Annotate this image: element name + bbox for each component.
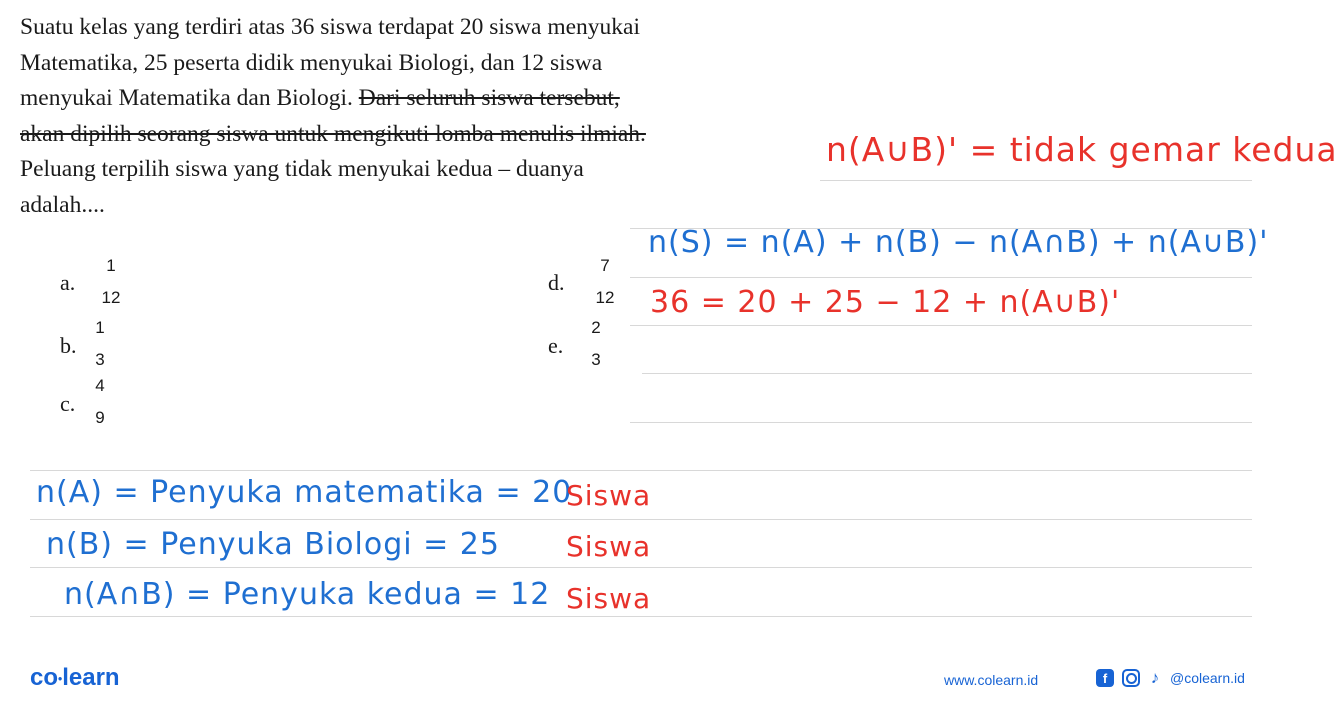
numerator: 1 — [106, 256, 116, 275]
handwritten-formula: n(S) = n(A) + n(B) − n(A∩B) + n(A∪B)' — [648, 225, 1269, 260]
option-e-fraction — [588, 318, 604, 370]
numerator: 2 — [591, 318, 601, 337]
option-label: e. — [548, 333, 564, 358]
option-label: a. — [60, 270, 76, 295]
tiktok-icon[interactable]: ♪ — [1150, 668, 1160, 687]
question-text — [20, 10, 810, 223]
logo-text-co: co — [30, 664, 59, 691]
ruled-line — [30, 470, 1252, 471]
handwritten-substitution: 36 = 20 + 25 − 12 + n(A∪B)' — [650, 285, 1121, 320]
question-line-plain: menyukai Matematika dan Biologi. — [20, 85, 359, 111]
ruled-line — [30, 616, 1252, 617]
option-label: c. — [60, 391, 76, 416]
denominator: 12 — [101, 288, 121, 307]
social-handle[interactable]: @colearn.id — [1170, 670, 1245, 686]
struck-text: akan dipilih seorang siswa untuk mengikuti lomba menulis ilmiah. — [20, 120, 646, 147]
handwritten-nB: n(B) = Penyuka Biologi = 25 — [46, 527, 500, 562]
numerator: 1 — [95, 318, 105, 337]
option-c-fraction — [92, 376, 108, 428]
website-link[interactable]: www.colearn.id — [944, 672, 1039, 688]
numerator: 7 — [600, 256, 610, 275]
ruled-line — [642, 373, 1252, 374]
ruled-line — [630, 325, 1252, 326]
ruled-line — [30, 519, 1252, 520]
question-line: Peluang terpilih siswa yang tidak menyukai kedua – duanya — [20, 156, 584, 182]
instagram-icon[interactable] — [1122, 669, 1140, 687]
numerator: 4 — [95, 376, 105, 395]
handwritten-nAB-unit: Siswa — [566, 582, 652, 615]
handwritten-nAB: n(A∩B) = Penyuka kedua = 12 — [64, 577, 551, 612]
option-b-fraction — [92, 318, 108, 370]
ruled-line — [630, 422, 1252, 423]
option-d-fraction — [590, 256, 620, 308]
colearn-logo — [30, 664, 120, 692]
handwritten-nB-unit: Siswa — [566, 530, 652, 563]
logo-dot: • — [58, 671, 63, 686]
handwritten-nA-unit: Siswa — [566, 479, 652, 512]
question-line — [20, 81, 810, 117]
struck-text: Dari seluruh siswa tersebut, — [358, 85, 620, 111]
ruled-line — [630, 277, 1252, 278]
denominator: 12 — [595, 288, 615, 307]
social-links — [1096, 669, 1245, 687]
handwritten-nA: n(A) = Penyuka matematika = 20 — [36, 475, 573, 510]
option-label: d. — [548, 270, 565, 295]
facebook-icon[interactable]: f — [1096, 669, 1114, 687]
question-line: Matematika, 25 peserta didik menyukai Biologi, dan 12 siswa — [20, 49, 603, 76]
ruled-line — [30, 567, 1252, 568]
option-a-fraction — [96, 256, 126, 308]
denominator: 3 — [591, 350, 601, 369]
option-label: b. — [60, 333, 77, 358]
logo-text-learn: learn — [62, 664, 120, 691]
ruled-line — [820, 180, 1252, 181]
denominator: 3 — [95, 350, 105, 369]
handwritten-complement-definition: n(A∪B)' = tidak gemar kedua — [826, 130, 1338, 169]
denominator: 9 — [95, 408, 105, 427]
question-line: adalah.... — [20, 191, 105, 218]
question-line: Suatu kelas yang terdiri atas 36 siswa terdapat 20 siswa menyukai — [20, 14, 640, 40]
